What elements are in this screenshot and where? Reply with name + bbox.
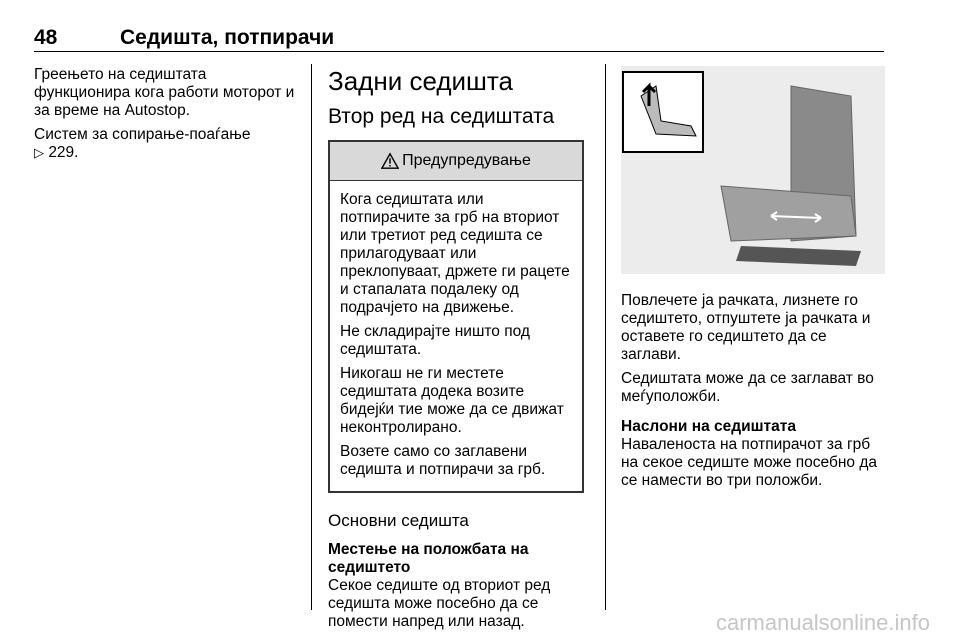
warning-p3: Никогаш не ги местете седиштата додека возите бидејќи тие може да се движат неконтролирано. (340, 365, 564, 436)
adjust-position-heading: Местење на положбата на седиштето (328, 541, 529, 576)
backrest-text: Наваленоста на потпирачот за грб на секое седиште може посебно да се намести во три положби. (621, 436, 878, 489)
column-divider-1 (311, 64, 312, 610)
seat-illustration (621, 66, 885, 274)
warning-p1: Кога седиштата или потпирачите за грб на вториот или третиот ред седишта се прилагодуваат или преклопуваат, држете ги рацете и стапалата подалеку од подрачјето на движење. (340, 191, 570, 316)
warning-p4: Возете само со заглавени седишта и потпирачи за грб. (340, 443, 546, 478)
page-reference: 229. (48, 144, 79, 161)
warning-title: Предупредување (402, 152, 531, 169)
basic-seats-heading: Основни седишта (328, 511, 469, 530)
stop-start-paragraph (34, 126, 296, 162)
section-heading: Задни седишта (328, 66, 513, 96)
seat-drawing (621, 66, 885, 274)
stop-start-text: Систем за сопирање-поаѓање (34, 126, 251, 143)
header-divider (34, 51, 884, 52)
lever-instructions: Повлечете ја рачката, лизнете го седиштето, отпуштете ја рачката и оставете го седиштето да се заглави. (621, 292, 871, 363)
page-title: Седишта, потпирачи (120, 26, 335, 49)
subsection-heading: Втор ред на седиштата (328, 105, 555, 128)
column-1 (34, 66, 296, 168)
backrests-heading: Наслони на седиштата (621, 418, 796, 435)
column-divider-2 (605, 64, 606, 610)
intermediate-positions: Седиштата може да се заглават во меѓуположби. (621, 370, 874, 405)
arrow-ref-icon: ▷ (34, 145, 44, 160)
page-header (34, 26, 884, 50)
adjust-position-text: Секое седиште од вториот ред седишта може посебно да се помести напред или назад. (328, 577, 551, 630)
warning-body (330, 181, 582, 491)
warning-box (328, 140, 584, 493)
watermark: carmanualsonline.info (715, 610, 930, 635)
column-3 (621, 66, 887, 496)
page-number: 48 (34, 26, 58, 49)
warning-icon (381, 152, 399, 170)
warning-p2: Не складирајте ништо под седиштата. (340, 323, 530, 358)
heating-paragraph: Греењето на седиштата функционира кога работи моторот и за време на Autostop. (34, 66, 295, 119)
column-2 (328, 66, 584, 637)
warning-header (330, 142, 582, 181)
